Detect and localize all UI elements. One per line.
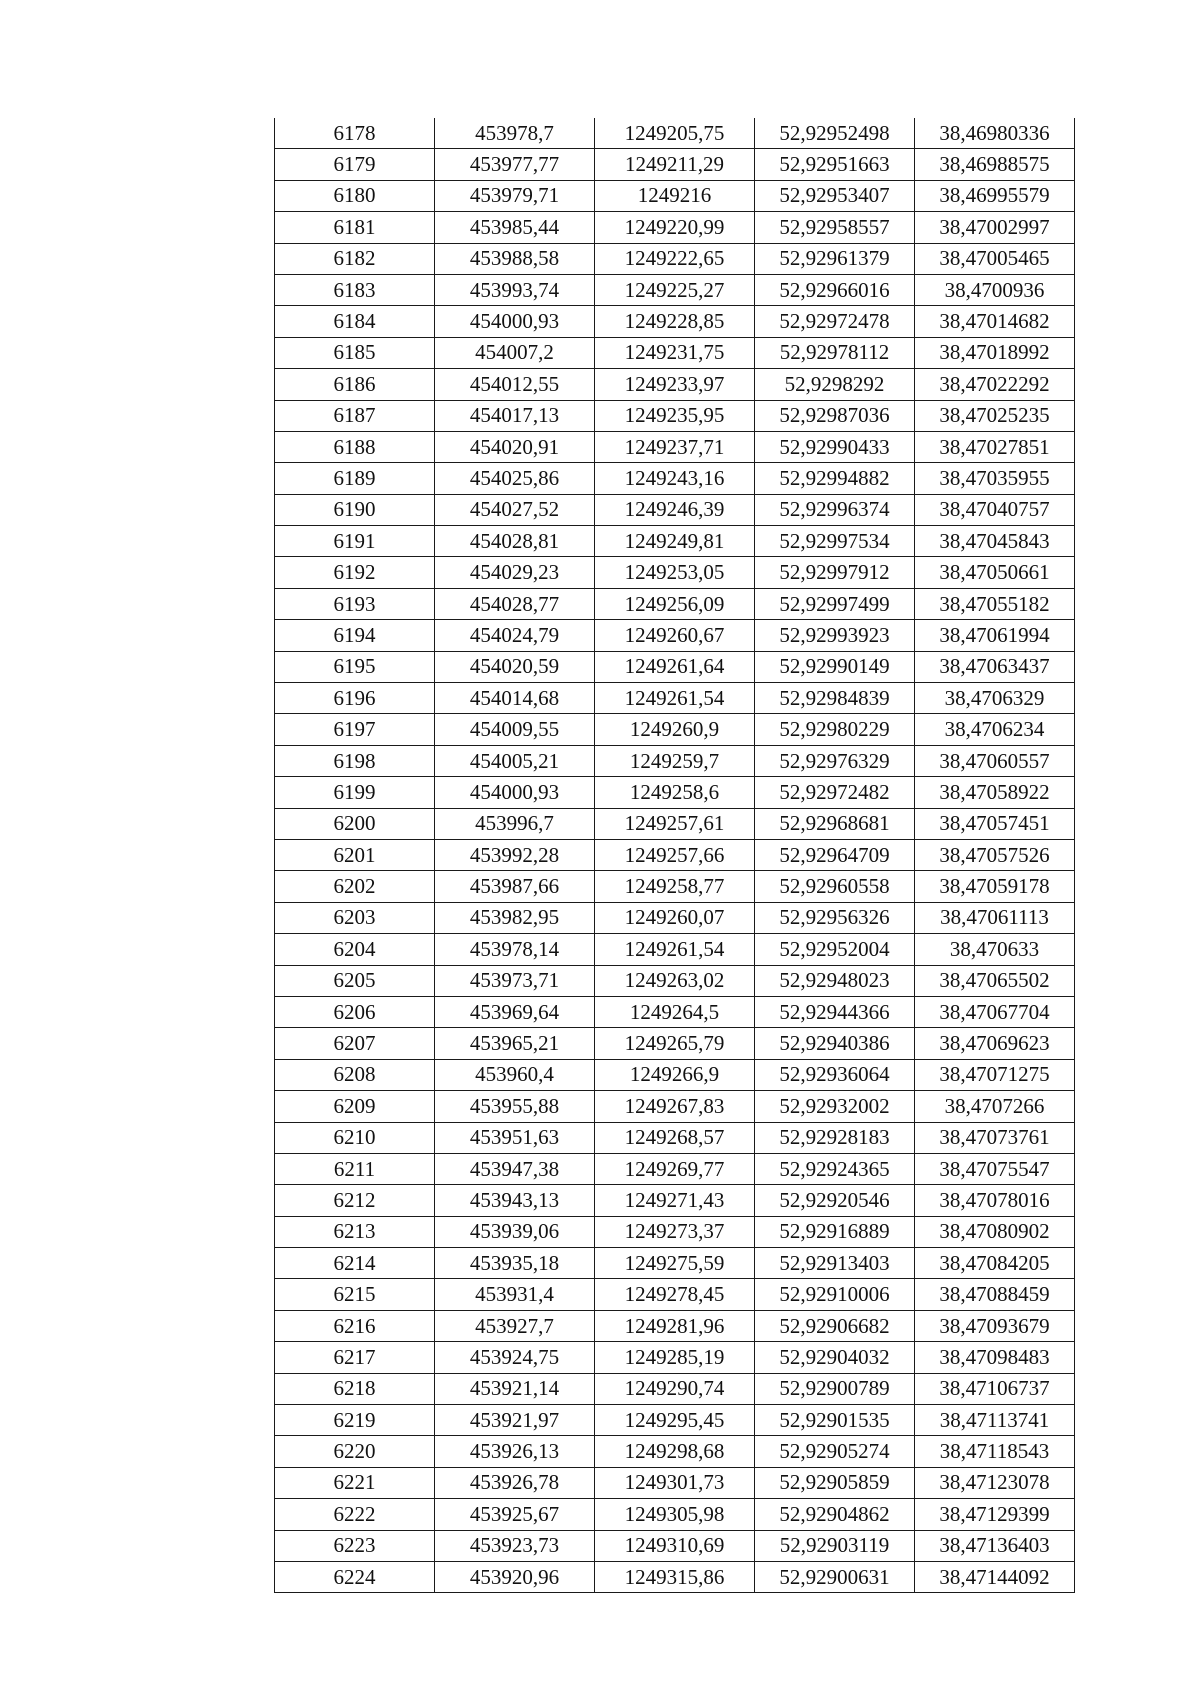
longitude-cell: 38,47075547	[915, 1153, 1075, 1184]
point-number-cell: 6185	[275, 337, 435, 368]
x-coordinate-cell: 453924,75	[435, 1342, 595, 1373]
latitude-cell: 52,92932002	[755, 1091, 915, 1122]
point-number-cell: 6196	[275, 683, 435, 714]
longitude-cell: 38,47144092	[915, 1561, 1075, 1592]
table-row	[275, 651, 1075, 682]
table-row	[275, 934, 1075, 965]
latitude-cell: 52,92961379	[755, 243, 915, 274]
longitude-cell: 38,47040757	[915, 494, 1075, 525]
latitude-cell: 52,92903119	[755, 1530, 915, 1561]
longitude-cell: 38,47045843	[915, 526, 1075, 557]
point-number-cell: 6200	[275, 808, 435, 839]
point-number-cell: 6217	[275, 1342, 435, 1373]
x-coordinate-cell: 453996,7	[435, 808, 595, 839]
latitude-cell: 52,92924365	[755, 1153, 915, 1184]
table-row	[275, 714, 1075, 745]
longitude-cell: 38,47078016	[915, 1185, 1075, 1216]
longitude-cell: 38,47067704	[915, 996, 1075, 1027]
longitude-cell: 38,47058922	[915, 777, 1075, 808]
x-coordinate-cell: 454009,55	[435, 714, 595, 745]
latitude-cell: 52,92900789	[755, 1373, 915, 1404]
point-number-cell: 6183	[275, 274, 435, 305]
table-row	[275, 777, 1075, 808]
point-number-cell: 6216	[275, 1310, 435, 1341]
point-number-cell: 6182	[275, 243, 435, 274]
y-coordinate-cell: 1249260,9	[595, 714, 755, 745]
latitude-cell: 52,92996374	[755, 494, 915, 525]
point-number-cell: 6191	[275, 526, 435, 557]
latitude-cell: 52,92948023	[755, 965, 915, 996]
longitude-cell: 38,47106737	[915, 1373, 1075, 1404]
table-row	[275, 369, 1075, 400]
x-coordinate-cell: 453992,28	[435, 839, 595, 870]
point-number-cell: 6206	[275, 996, 435, 1027]
latitude-cell: 52,92904032	[755, 1342, 915, 1373]
y-coordinate-cell: 1249305,98	[595, 1499, 755, 1530]
point-number-cell: 6211	[275, 1153, 435, 1184]
latitude-cell: 52,92913403	[755, 1248, 915, 1279]
latitude-cell: 52,92910006	[755, 1279, 915, 1310]
latitude-cell: 52,92920546	[755, 1185, 915, 1216]
y-coordinate-cell: 1249267,83	[595, 1091, 755, 1122]
point-number-cell: 6212	[275, 1185, 435, 1216]
table-row	[275, 1059, 1075, 1090]
longitude-cell: 38,4700936	[915, 274, 1075, 305]
x-coordinate-cell: 453947,38	[435, 1153, 595, 1184]
table-row	[275, 463, 1075, 494]
longitude-cell: 38,47050661	[915, 557, 1075, 588]
table-row	[275, 588, 1075, 619]
x-coordinate-cell: 454014,68	[435, 683, 595, 714]
point-number-cell: 6224	[275, 1561, 435, 1592]
latitude-cell: 52,92900631	[755, 1561, 915, 1592]
point-number-cell: 6214	[275, 1248, 435, 1279]
x-coordinate-cell: 453988,58	[435, 243, 595, 274]
table-row	[275, 902, 1075, 933]
table-row	[275, 745, 1075, 776]
y-coordinate-cell: 1249268,57	[595, 1122, 755, 1153]
x-coordinate-cell: 454007,2	[435, 337, 595, 368]
x-coordinate-cell: 453985,44	[435, 212, 595, 243]
table-row	[275, 400, 1075, 431]
y-coordinate-cell: 1249205,75	[595, 118, 755, 149]
latitude-cell: 52,92972478	[755, 306, 915, 337]
point-number-cell: 6199	[275, 777, 435, 808]
x-coordinate-cell: 453920,96	[435, 1561, 595, 1592]
longitude-cell: 38,47071275	[915, 1059, 1075, 1090]
latitude-cell: 52,92997912	[755, 557, 915, 588]
latitude-cell: 52,92980229	[755, 714, 915, 745]
table-row	[275, 871, 1075, 902]
longitude-cell: 38,47059178	[915, 871, 1075, 902]
y-coordinate-cell: 1249235,95	[595, 400, 755, 431]
x-coordinate-cell: 453969,64	[435, 996, 595, 1027]
table-row	[275, 1436, 1075, 1467]
longitude-cell: 38,47113741	[915, 1405, 1075, 1436]
point-number-cell: 6189	[275, 463, 435, 494]
point-number-cell: 6192	[275, 557, 435, 588]
y-coordinate-cell: 1249259,7	[595, 745, 755, 776]
longitude-cell: 38,47088459	[915, 1279, 1075, 1310]
point-number-cell: 6223	[275, 1530, 435, 1561]
x-coordinate-cell: 454005,21	[435, 745, 595, 776]
table-row	[275, 306, 1075, 337]
point-number-cell: 6194	[275, 620, 435, 651]
point-number-cell: 6184	[275, 306, 435, 337]
y-coordinate-cell: 1249249,81	[595, 526, 755, 557]
y-coordinate-cell: 1249253,05	[595, 557, 755, 588]
y-coordinate-cell: 1249258,77	[595, 871, 755, 902]
y-coordinate-cell: 1249290,74	[595, 1373, 755, 1404]
latitude-cell: 52,92993923	[755, 620, 915, 651]
point-number-cell: 6203	[275, 902, 435, 933]
x-coordinate-cell: 454024,79	[435, 620, 595, 651]
table-row	[275, 996, 1075, 1027]
longitude-cell: 38,470633	[915, 934, 1075, 965]
table-row	[275, 620, 1075, 651]
x-coordinate-cell: 454000,93	[435, 777, 595, 808]
latitude-cell: 52,92956326	[755, 902, 915, 933]
x-coordinate-cell: 453931,4	[435, 1279, 595, 1310]
table-row	[275, 212, 1075, 243]
latitude-cell: 52,92978112	[755, 337, 915, 368]
table-row	[275, 1122, 1075, 1153]
latitude-cell: 52,9298292	[755, 369, 915, 400]
longitude-cell: 38,47080902	[915, 1216, 1075, 1247]
table-row	[275, 808, 1075, 839]
y-coordinate-cell: 1249257,66	[595, 839, 755, 870]
table-row	[275, 526, 1075, 557]
table-row	[275, 149, 1075, 180]
x-coordinate-cell: 454012,55	[435, 369, 595, 400]
x-coordinate-cell: 453927,7	[435, 1310, 595, 1341]
longitude-cell: 38,47061113	[915, 902, 1075, 933]
longitude-cell: 38,47084205	[915, 1248, 1075, 1279]
point-number-cell: 6180	[275, 180, 435, 211]
longitude-cell: 38,47057526	[915, 839, 1075, 870]
coordinate-table-body	[275, 118, 1075, 1593]
table-row	[275, 1467, 1075, 1498]
longitude-cell: 38,47098483	[915, 1342, 1075, 1373]
point-number-cell: 6221	[275, 1467, 435, 1498]
y-coordinate-cell: 1249261,54	[595, 934, 755, 965]
x-coordinate-cell: 453925,67	[435, 1499, 595, 1530]
longitude-cell: 38,47060557	[915, 745, 1075, 776]
point-number-cell: 6222	[275, 1499, 435, 1530]
table-row	[275, 1091, 1075, 1122]
y-coordinate-cell: 1249225,27	[595, 274, 755, 305]
longitude-cell: 38,47069623	[915, 1028, 1075, 1059]
point-number-cell: 6210	[275, 1122, 435, 1153]
x-coordinate-cell: 453977,77	[435, 149, 595, 180]
longitude-cell: 38,4706329	[915, 683, 1075, 714]
table-row	[275, 431, 1075, 462]
point-number-cell: 6207	[275, 1028, 435, 1059]
point-number-cell: 6181	[275, 212, 435, 243]
longitude-cell: 38,47129399	[915, 1499, 1075, 1530]
point-number-cell: 6215	[275, 1279, 435, 1310]
table-row	[275, 1499, 1075, 1530]
table-row	[275, 1310, 1075, 1341]
table-row	[275, 1561, 1075, 1592]
longitude-cell: 38,47018992	[915, 337, 1075, 368]
point-number-cell: 6204	[275, 934, 435, 965]
table-row	[275, 1185, 1075, 1216]
latitude-cell: 52,92960558	[755, 871, 915, 902]
longitude-cell: 38,47027851	[915, 431, 1075, 462]
point-number-cell: 6219	[275, 1405, 435, 1436]
longitude-cell: 38,47022292	[915, 369, 1075, 400]
point-number-cell: 6218	[275, 1373, 435, 1404]
latitude-cell: 52,92906682	[755, 1310, 915, 1341]
x-coordinate-cell: 453960,4	[435, 1059, 595, 1090]
y-coordinate-cell: 1249266,9	[595, 1059, 755, 1090]
latitude-cell: 52,92972482	[755, 777, 915, 808]
y-coordinate-cell: 1249264,5	[595, 996, 755, 1027]
point-number-cell: 6208	[275, 1059, 435, 1090]
latitude-cell: 52,92984839	[755, 683, 915, 714]
y-coordinate-cell: 1249246,39	[595, 494, 755, 525]
x-coordinate-cell: 454020,91	[435, 431, 595, 462]
y-coordinate-cell: 1249298,68	[595, 1436, 755, 1467]
point-number-cell: 6193	[275, 588, 435, 619]
x-coordinate-cell: 454000,93	[435, 306, 595, 337]
y-coordinate-cell: 1249265,79	[595, 1028, 755, 1059]
point-number-cell: 6190	[275, 494, 435, 525]
latitude-cell: 52,92928183	[755, 1122, 915, 1153]
y-coordinate-cell: 1249275,59	[595, 1248, 755, 1279]
longitude-cell: 38,4707266	[915, 1091, 1075, 1122]
longitude-cell: 38,47063437	[915, 651, 1075, 682]
point-number-cell: 6198	[275, 745, 435, 776]
point-number-cell: 6202	[275, 871, 435, 902]
table-row	[275, 243, 1075, 274]
point-number-cell: 6201	[275, 839, 435, 870]
table-row	[275, 1279, 1075, 1310]
y-coordinate-cell: 1249216	[595, 180, 755, 211]
latitude-cell: 52,92987036	[755, 400, 915, 431]
longitude-cell: 38,47118543	[915, 1436, 1075, 1467]
latitude-cell: 52,92916889	[755, 1216, 915, 1247]
x-coordinate-cell: 453923,73	[435, 1530, 595, 1561]
x-coordinate-cell: 453939,06	[435, 1216, 595, 1247]
longitude-cell: 38,47123078	[915, 1467, 1075, 1498]
point-number-cell: 6209	[275, 1091, 435, 1122]
table-row	[275, 1405, 1075, 1436]
latitude-cell: 52,92990433	[755, 431, 915, 462]
point-number-cell: 6179	[275, 149, 435, 180]
x-coordinate-cell: 453926,13	[435, 1436, 595, 1467]
x-coordinate-cell: 454028,77	[435, 588, 595, 619]
point-number-cell: 6197	[275, 714, 435, 745]
y-coordinate-cell: 1249315,86	[595, 1561, 755, 1592]
y-coordinate-cell: 1249301,73	[595, 1467, 755, 1498]
latitude-cell: 52,92997499	[755, 588, 915, 619]
longitude-cell: 38,47093679	[915, 1310, 1075, 1341]
y-coordinate-cell: 1249222,65	[595, 243, 755, 274]
y-coordinate-cell: 1249285,19	[595, 1342, 755, 1373]
y-coordinate-cell: 1249261,64	[595, 651, 755, 682]
x-coordinate-cell: 454017,13	[435, 400, 595, 431]
latitude-cell: 52,92966016	[755, 274, 915, 305]
latitude-cell: 52,92990149	[755, 651, 915, 682]
point-number-cell: 6178	[275, 118, 435, 149]
x-coordinate-cell: 453951,63	[435, 1122, 595, 1153]
x-coordinate-cell: 453987,66	[435, 871, 595, 902]
latitude-cell: 52,92952498	[755, 118, 915, 149]
longitude-cell: 38,4706234	[915, 714, 1075, 745]
longitude-cell: 38,47061994	[915, 620, 1075, 651]
y-coordinate-cell: 1249237,71	[595, 431, 755, 462]
table-row	[275, 494, 1075, 525]
point-number-cell: 6187	[275, 400, 435, 431]
table-row	[275, 965, 1075, 996]
latitude-cell: 52,92901535	[755, 1405, 915, 1436]
longitude-cell: 38,47014682	[915, 306, 1075, 337]
table-row	[275, 1216, 1075, 1247]
x-coordinate-cell: 453921,14	[435, 1373, 595, 1404]
x-coordinate-cell: 453935,18	[435, 1248, 595, 1279]
x-coordinate-cell: 453943,13	[435, 1185, 595, 1216]
point-number-cell: 6186	[275, 369, 435, 400]
y-coordinate-cell: 1249310,69	[595, 1530, 755, 1561]
x-coordinate-cell: 453978,7	[435, 118, 595, 149]
x-coordinate-cell: 453926,78	[435, 1467, 595, 1498]
point-number-cell: 6205	[275, 965, 435, 996]
x-coordinate-cell: 454028,81	[435, 526, 595, 557]
table-row	[275, 839, 1075, 870]
longitude-cell: 38,47136403	[915, 1530, 1075, 1561]
latitude-cell: 52,92968681	[755, 808, 915, 839]
table-row	[275, 118, 1075, 149]
latitude-cell: 52,92905274	[755, 1436, 915, 1467]
longitude-cell: 38,47073761	[915, 1122, 1075, 1153]
y-coordinate-cell: 1249269,77	[595, 1153, 755, 1184]
y-coordinate-cell: 1249220,99	[595, 212, 755, 243]
point-number-cell: 6195	[275, 651, 435, 682]
latitude-cell: 52,92905859	[755, 1467, 915, 1498]
x-coordinate-cell: 453982,95	[435, 902, 595, 933]
latitude-cell: 52,92904862	[755, 1499, 915, 1530]
latitude-cell: 52,92997534	[755, 526, 915, 557]
y-coordinate-cell: 1249231,75	[595, 337, 755, 368]
longitude-cell: 38,47035955	[915, 463, 1075, 494]
latitude-cell: 52,92952004	[755, 934, 915, 965]
longitude-cell: 38,46980336	[915, 118, 1075, 149]
x-coordinate-cell: 453978,14	[435, 934, 595, 965]
y-coordinate-cell: 1249295,45	[595, 1405, 755, 1436]
longitude-cell: 38,46995579	[915, 180, 1075, 211]
y-coordinate-cell: 1249261,54	[595, 683, 755, 714]
coordinate-table	[274, 118, 1075, 1593]
y-coordinate-cell: 1249260,07	[595, 902, 755, 933]
y-coordinate-cell: 1249278,45	[595, 1279, 755, 1310]
longitude-cell: 38,47002997	[915, 212, 1075, 243]
table-row	[275, 1248, 1075, 1279]
latitude-cell: 52,92940386	[755, 1028, 915, 1059]
x-coordinate-cell: 453955,88	[435, 1091, 595, 1122]
point-number-cell: 6188	[275, 431, 435, 462]
table-row	[275, 1342, 1075, 1373]
table-row	[275, 337, 1075, 368]
y-coordinate-cell: 1249271,43	[595, 1185, 755, 1216]
x-coordinate-cell: 454027,52	[435, 494, 595, 525]
y-coordinate-cell: 1249211,29	[595, 149, 755, 180]
x-coordinate-cell: 453993,74	[435, 274, 595, 305]
x-coordinate-cell: 454029,23	[435, 557, 595, 588]
table-row	[275, 1530, 1075, 1561]
y-coordinate-cell: 1249243,16	[595, 463, 755, 494]
table-row	[275, 557, 1075, 588]
table-row	[275, 683, 1075, 714]
y-coordinate-cell: 1249256,09	[595, 588, 755, 619]
latitude-cell: 52,92994882	[755, 463, 915, 494]
latitude-cell: 52,92953407	[755, 180, 915, 211]
x-coordinate-cell: 453979,71	[435, 180, 595, 211]
x-coordinate-cell: 453965,21	[435, 1028, 595, 1059]
longitude-cell: 38,47025235	[915, 400, 1075, 431]
table-row	[275, 274, 1075, 305]
longitude-cell: 38,46988575	[915, 149, 1075, 180]
y-coordinate-cell: 1249263,02	[595, 965, 755, 996]
latitude-cell: 52,92964709	[755, 839, 915, 870]
table-row	[275, 1373, 1075, 1404]
table-row	[275, 1153, 1075, 1184]
longitude-cell: 38,47057451	[915, 808, 1075, 839]
x-coordinate-cell: 453973,71	[435, 965, 595, 996]
y-coordinate-cell: 1249273,37	[595, 1216, 755, 1247]
table-row	[275, 1028, 1075, 1059]
x-coordinate-cell: 453921,97	[435, 1405, 595, 1436]
x-coordinate-cell: 454025,86	[435, 463, 595, 494]
latitude-cell: 52,92936064	[755, 1059, 915, 1090]
y-coordinate-cell: 1249258,6	[595, 777, 755, 808]
y-coordinate-cell: 1249228,85	[595, 306, 755, 337]
y-coordinate-cell: 1249257,61	[595, 808, 755, 839]
table-row	[275, 180, 1075, 211]
latitude-cell: 52,92951663	[755, 149, 915, 180]
x-coordinate-cell: 454020,59	[435, 651, 595, 682]
point-number-cell: 6213	[275, 1216, 435, 1247]
point-number-cell: 6220	[275, 1436, 435, 1467]
latitude-cell: 52,92958557	[755, 212, 915, 243]
y-coordinate-cell: 1249233,97	[595, 369, 755, 400]
longitude-cell: 38,47055182	[915, 588, 1075, 619]
longitude-cell: 38,47065502	[915, 965, 1075, 996]
latitude-cell: 52,92976329	[755, 745, 915, 776]
y-coordinate-cell: 1249281,96	[595, 1310, 755, 1341]
latitude-cell: 52,92944366	[755, 996, 915, 1027]
y-coordinate-cell: 1249260,67	[595, 620, 755, 651]
longitude-cell: 38,47005465	[915, 243, 1075, 274]
